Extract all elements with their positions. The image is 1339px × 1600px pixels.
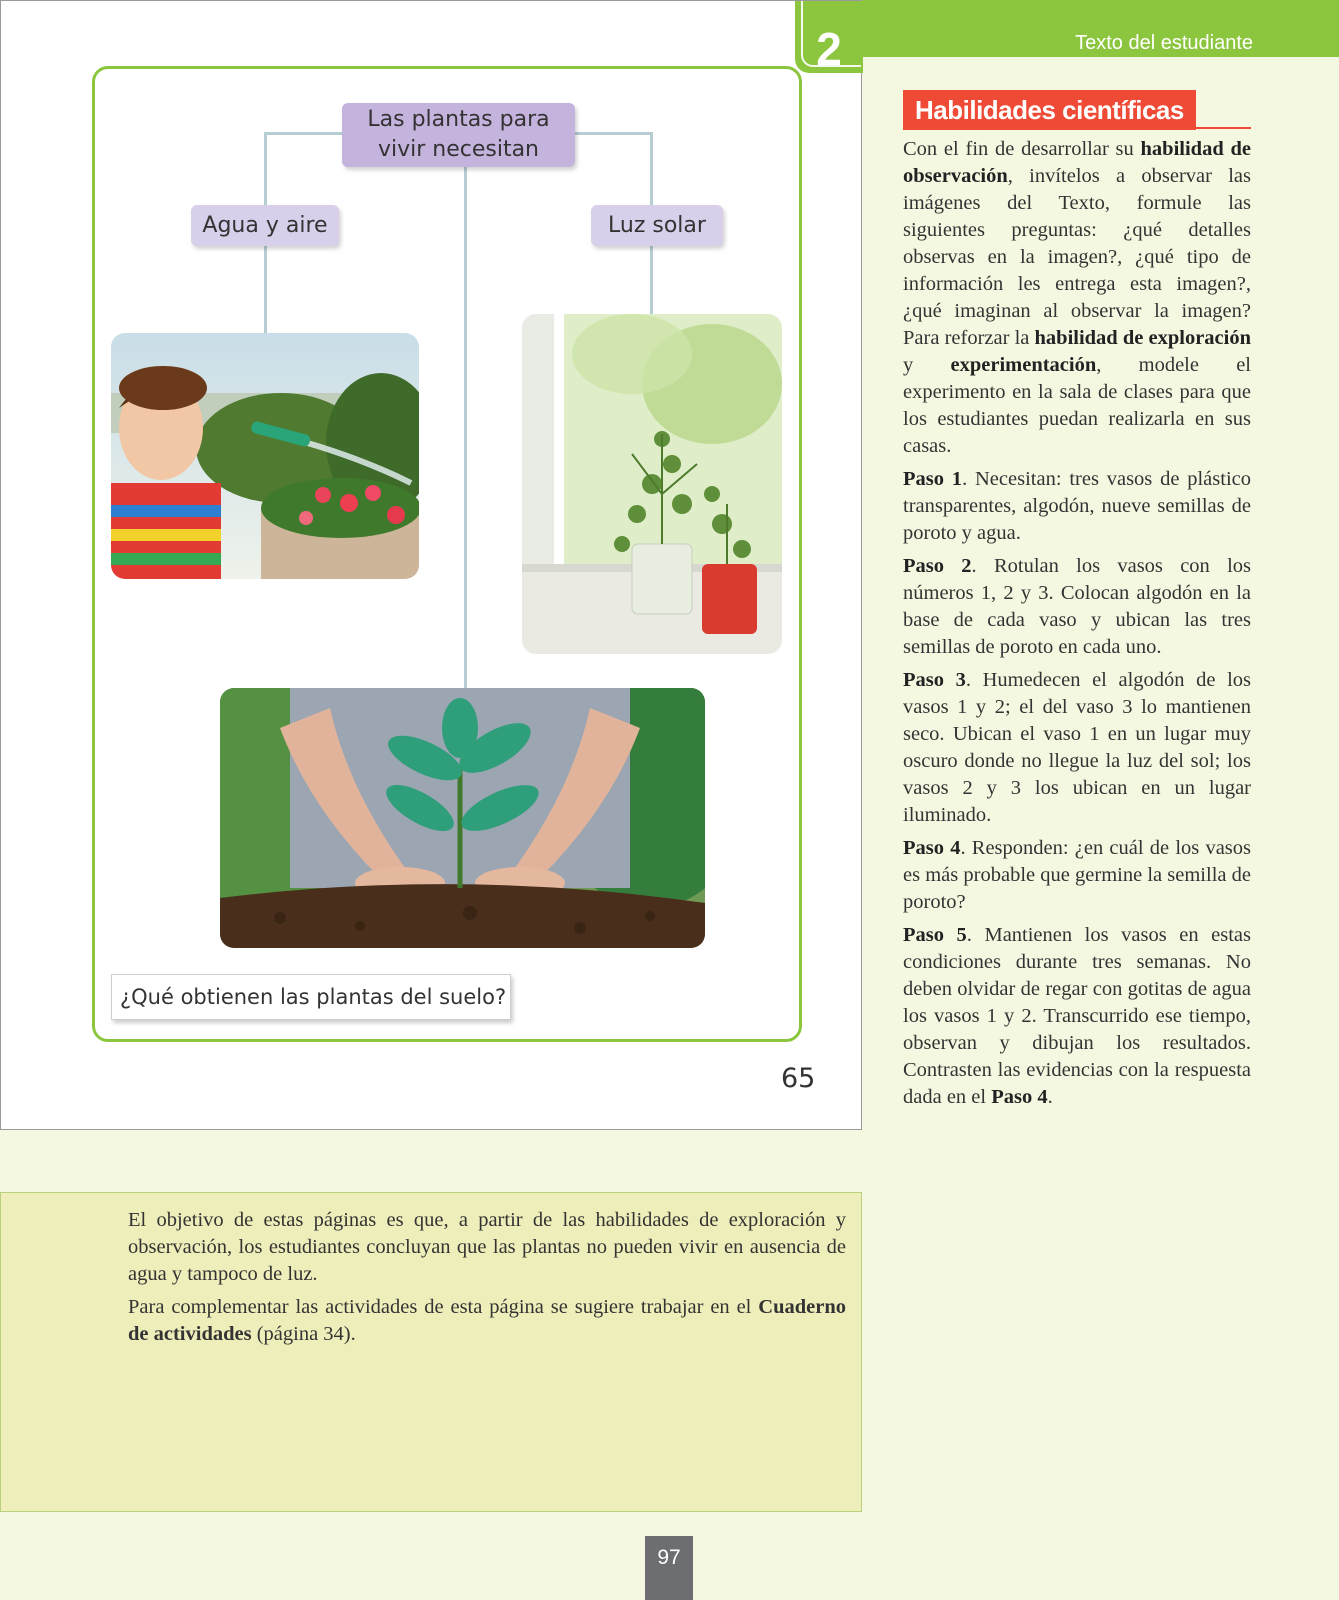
hands-planting-seedling-photo	[220, 688, 705, 948]
unit-number-tab: 2	[795, 1, 863, 73]
teacher-guidance-text	[903, 136, 1251, 1117]
boy-watering-flowers-photo	[111, 333, 419, 579]
potted-plant-by-window-photo	[522, 314, 782, 654]
step-label: Paso 4	[903, 837, 961, 859]
intro-bold: habilidad de observación	[903, 138, 1251, 187]
connector-line	[650, 132, 653, 205]
note-paragraph: El objetivo de estas páginas es que, a partir de las habilidades de exploración y observación, los estudiantes concluyan que las plantas no pueden vivir en ausencia de agua y tampoco de luz.	[128, 1209, 846, 1285]
step-text: .	[1047, 1086, 1053, 1108]
step-paragraph	[903, 667, 1251, 829]
intro-text: Con el fin de desarrollar su	[903, 138, 1141, 160]
step-text: . Humedecen el algodón de los vasos 1 y 2; el del vaso 3 lo mantienen seco. Ubican el vaso 1 en un lugar muy oscuro donde no llegue la luz del sol; los vasos 2 y 3 los ubican en un lugar iluminado.	[903, 669, 1251, 826]
step-paragraph	[903, 466, 1251, 547]
connector-line	[264, 132, 267, 205]
step-reference: Paso 4	[991, 1086, 1048, 1108]
step-paragraph	[903, 835, 1251, 916]
teacher-note-box	[0, 1192, 862, 1512]
branch-label: Agua y aire	[202, 213, 328, 238]
connector-line	[650, 246, 653, 314]
teacher-note-text	[128, 1207, 846, 1354]
step-text: . Necesitan: tres vasos de plástico transparentes, algodón, nueve semillas de poroto y agua.	[903, 468, 1252, 544]
concept-map-root-label: Las plantas para vivir necesitan	[367, 107, 550, 162]
intro-bold: habilidad de exploración	[1034, 327, 1251, 349]
note-text: (página 34).	[251, 1323, 356, 1345]
step-label: Paso 2	[903, 555, 972, 577]
student-page-number: 65	[781, 1063, 816, 1094]
step-text: . Rotulan los vasos con los números 1, 2 y 3. Colocan algodón en la base de cada vaso y ubican las tres semillas de poroto en cada uno.	[903, 555, 1252, 658]
student-book-page	[0, 0, 862, 1130]
note-text: Para complementar las actividades de esta página se sugiere trabajar en el	[128, 1296, 759, 1318]
step-paragraph	[903, 553, 1251, 661]
step-text: . Responden: ¿en cuál de los vasos es más probable que germine la semilla de poroto?	[903, 837, 1251, 913]
intro-text: y	[903, 354, 951, 376]
branch-label: Luz solar	[608, 213, 706, 238]
connector-line	[464, 166, 467, 688]
soil-question-text: ¿Qué obtienen las plantas del suelo?	[120, 985, 507, 1009]
step-label: Paso 1	[903, 468, 963, 490]
intro-text: , modele el experimento en la sala de clases para que los estudiantes puedan realizarla en sus casas.	[903, 354, 1251, 457]
soil-question-box	[111, 974, 511, 1020]
step-text: . Mantienen los vasos en estas condiciones durante tres semanas. No deben olvidar de regar con gotitas de agua los vasos 1 y 2. Transcurrido ese tiempo, observan y dibujan los resultados. Contrasten las evidencias con la respuesta dada en el	[903, 924, 1251, 1108]
folio-page-number: 97	[645, 1536, 693, 1600]
step-label: Paso 3	[903, 669, 966, 691]
header-bar	[862, 0, 1339, 57]
workbook-reference: Cuaderno de actividades	[128, 1296, 846, 1345]
concept-map-branch-sunlight	[591, 205, 723, 246]
intro-bold: experimentación	[950, 354, 1097, 376]
section-title-rule	[903, 127, 1251, 129]
step-paragraph	[903, 922, 1251, 1111]
section-title: Habilidades científicas	[903, 90, 1196, 130]
concept-map-branch-water-air	[191, 205, 339, 246]
connector-line	[575, 132, 652, 135]
intro-text: , invítelos a observar las imágenes del Texto, formule las siguientes preguntas: ¿qué detalles observas en la imagen?, ¿qué tipo de información les entrega esta imagen?, ¿qué imaginan al observar la imagen? Para reforzar la	[903, 165, 1251, 349]
concept-map-root	[342, 103, 575, 167]
step-label: Paso 5	[903, 924, 967, 946]
header-label: Texto del estudiante	[1075, 32, 1253, 54]
connector-line	[264, 246, 267, 334]
connector-line	[264, 132, 344, 135]
note-paragraph	[128, 1294, 846, 1348]
intro-paragraph	[903, 136, 1251, 460]
